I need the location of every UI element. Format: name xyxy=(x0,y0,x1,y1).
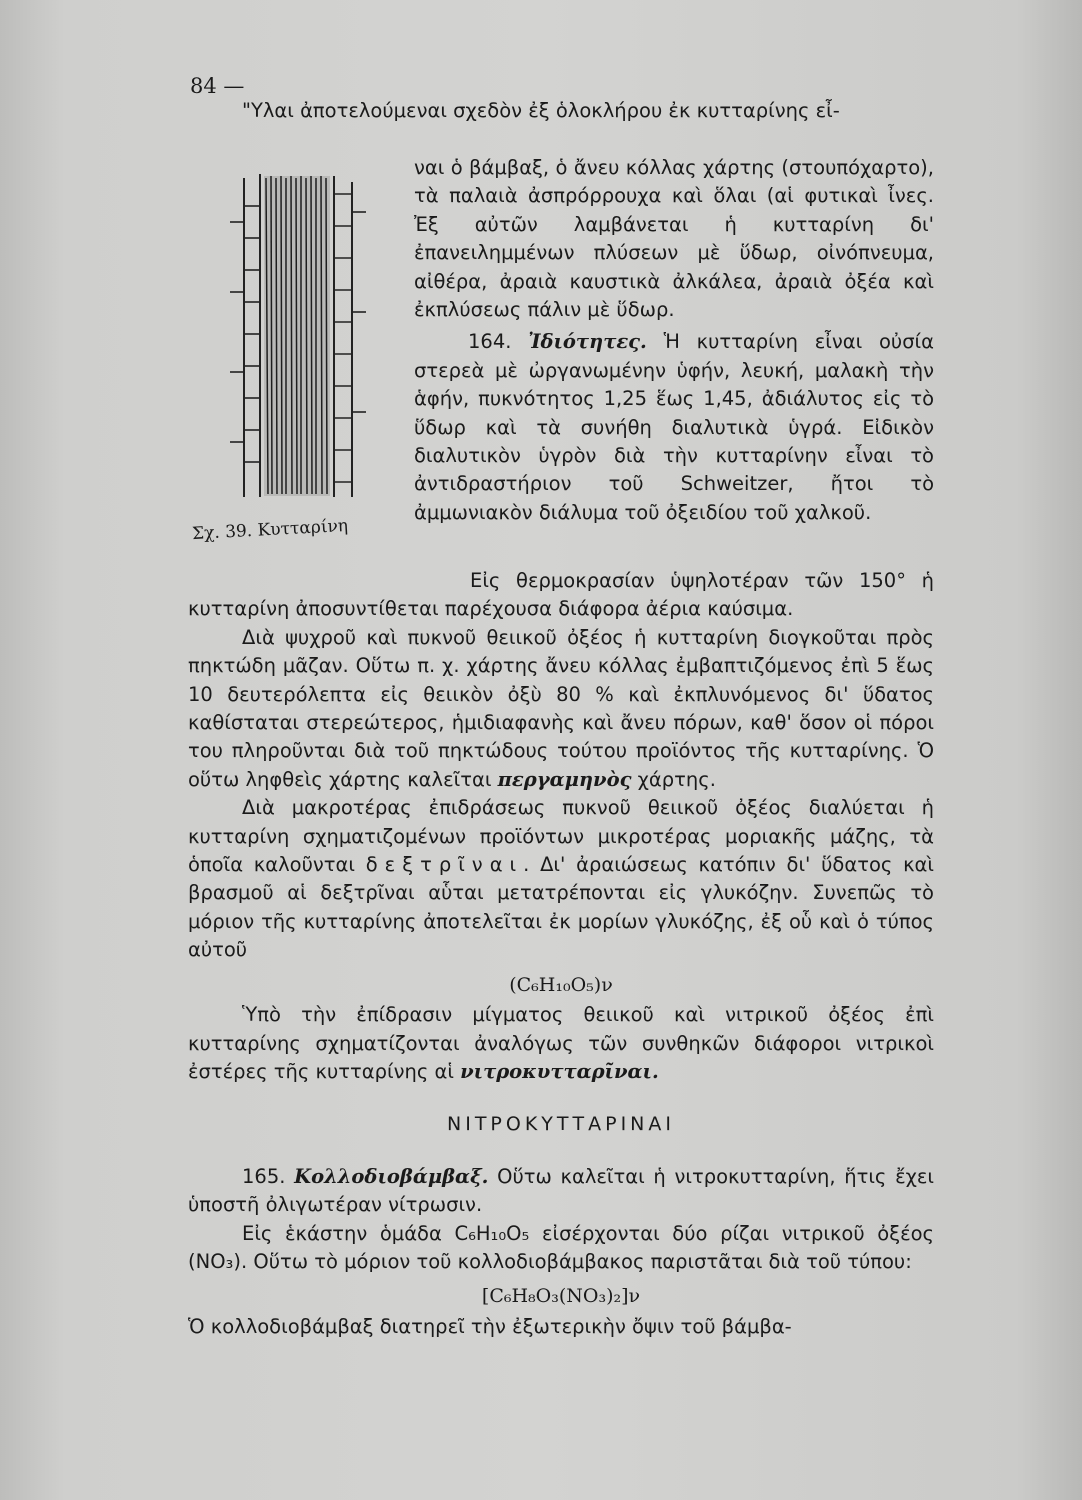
section-165-title: Κολλοδιοβάμβαξ. xyxy=(294,1164,489,1188)
dextrin-paragraph xyxy=(188,794,934,964)
acid-paragraph xyxy=(188,624,934,794)
section-165-text: Οὕτω καλεῖται ἡ νιτροκυτταρίνη, ἥτις ἔχει ὑποστῆ ὀλιγωτέραν νίτρωσιν. xyxy=(188,1164,935,1217)
dextrin-text-a: Διὰ μακροτέρας ἐπιδράσεως πυκνοῦ θειικοῦ ὀξέος διαλύεται ἡ κυτταρίνη σχηματιζομένων προϊόντων μικροτέρας μοριακῆς μάζης, τὰ ὁποῖα καλοῦνται xyxy=(188,796,934,877)
dextrin-text-b: . Δι' ἀραιώσεως κατόπιν δι' ὕδατος καὶ βρασμοῦ αἱ δεξτρῖναι αὗται μετατρέπονται εἰς γλυκόζην. Συνεπῶς τὸ μόριον τῆς κυτταρίνης ἀποτελεῖται ἐκ μορίων γλυκόζης, ἐξ οὗ καὶ ὁ τύπος αὐτοῦ xyxy=(188,853,935,962)
nitric-paragraph xyxy=(188,1001,934,1086)
temperature-paragraph: Εἰς θερμοκρασίαν ὑψηλοτέραν τῶν 150° ἡ κυτταρίνη ἀποσυντίθεται παρέχουσα διάφορα ἀέρια καύσιμα. xyxy=(188,569,934,621)
intro-first-line xyxy=(188,97,934,125)
intro-wrapped-column xyxy=(414,154,934,527)
intro-first-text: "Υλαι ἀποτελούμεναι σχεδὸν ἐξ ὁλοκλήρου ἐκ κυτταρίνης εἶ- xyxy=(242,99,840,122)
dextrin-term: δεξτρῖναι xyxy=(365,853,524,877)
cellulose-fiber-figure xyxy=(216,172,376,502)
section-164-text: Ἡ κυτταρίνη εἶναι οὐσία στερεὰ μὲ ὠργανωμένην ὑφήν, λευκή, μαλακὴ τὴν ἁφήν, πυκνότητος 1,25 ἕως 1,45, ἀδιάλυτος εἰς τὸ ὕδωρ καὶ τὰ συνήθη διαλυτικὰ ὑγρά. Εἰδικὸν διαλυτικὸν ὑγρὸν διὰ τὴν κυτταρίνην εἶναι τὸ ἀντιδραστήριον τοῦ Schweitzer, ἤτοι τὸ ἀμμωνιακὸν διάλυμα τοῦ ὀξειδίου τοῦ χαλκοῦ. xyxy=(414,330,935,524)
section-165 xyxy=(188,1163,934,1220)
nitric-term: νιτροκυτταρῖναι. xyxy=(460,1059,659,1083)
main-text xyxy=(188,567,934,1341)
intro-wrap-text: ναι ὁ βάμβαξ, ὁ ἄνευ κόλλας χάρτης (στουπόχαρτο), τὰ παλαιὰ ἀσπρόρρουχα καὶ ὅλαι (αἱ φυτικαὶ ἶνες. Ἐξ αὐτῶν λαμβάνεται ἡ κυτταρίνη δι' ἐπανειλημμένων πλύσεων μὲ ὕδωρ, οἰνόπνευμα, αἰθέρα, ἀραιὰ καυστικὰ ἀλκάλεα, ἀραιὰ ὀξέα καὶ ἐκπλύσεως πάλιν μὲ ὕδωρ. xyxy=(414,156,934,322)
section-164-number: 164. xyxy=(468,330,512,354)
formula-cellulose: (C₆H₁₀O₅)ν xyxy=(509,973,613,996)
acid-text-b: χάρτης. xyxy=(637,767,716,791)
page-number: 84 — xyxy=(190,74,245,98)
acid-term: περγαμηνὸς xyxy=(497,767,632,791)
section-title: ΝΙΤΡΟΚΥΤΤΑΡΙΝΑΙ xyxy=(447,1113,675,1136)
formula-collodion: [C₆H₈O₃(NO₃)₂]ν xyxy=(481,1285,641,1308)
last-line: Ὁ κολλοδιοβάμβαξ διατηρεῖ τὴν ἐξωτερικὴν ὄψιν τοῦ βάμβα- xyxy=(188,1314,792,1338)
section-164-title: Ἰδιότητες. xyxy=(528,330,647,354)
figure-caption: Σχ. 39. Κυτταρίνη xyxy=(191,515,349,545)
nitric-text-a: Ὑπὸ τὴν ἐπίδρασιν μίγματος θειικοῦ καὶ νιτρικοῦ ὀξέος ἐπὶ κυτταρίνης σχηματίζονται ἀναλόγως τῶν συνθηκῶν διάφοροι νιτρικοὶ ἐστέρες τῆς κυτταρίνης αἱ xyxy=(188,1003,934,1083)
section-165-number: 165. xyxy=(242,1164,286,1188)
group-paragraph: Εἰς ἑκάστην ὁμάδα C₆H₁₀O₅ εἰσέρχονται δύο ρίζαι νιτρικοῦ ὀξέος (NO₃). Οὕτω τὸ μόριον τοῦ κολλοδιοβάμβακος παριστᾶται διὰ τοῦ τύπου: xyxy=(188,1221,934,1273)
section-164 xyxy=(414,328,934,527)
acid-text-a: Διὰ ψυχροῦ καὶ πυκνοῦ θειικοῦ ὀξέος ἡ κυτταρίνη διογκοῦται πρὸς πηκτώδη μᾶζαν. Οὕτω π. χ. χάρτης ἄνευ κόλλας ἐμβαπτιζόμενος ἐπὶ 5 ἕως 10 δευτερόλεπτα εἰς θειικὸν ὀξὺ 80 % καὶ ἐκπλυνόμενος δι' ὕδατος καθίσταται στερεώτερος, ἡμιδιαφανὴς καὶ ἄνευ πόρων, καθ' ὅσον οἱ πόροι του πληροῦνται διὰ τοῦ πηκτώδους τούτου προϊόντος τῆς κυτταρίνης. Ὁ οὕτω ληφθεὶς χάρτης καλεῖται xyxy=(188,625,934,791)
